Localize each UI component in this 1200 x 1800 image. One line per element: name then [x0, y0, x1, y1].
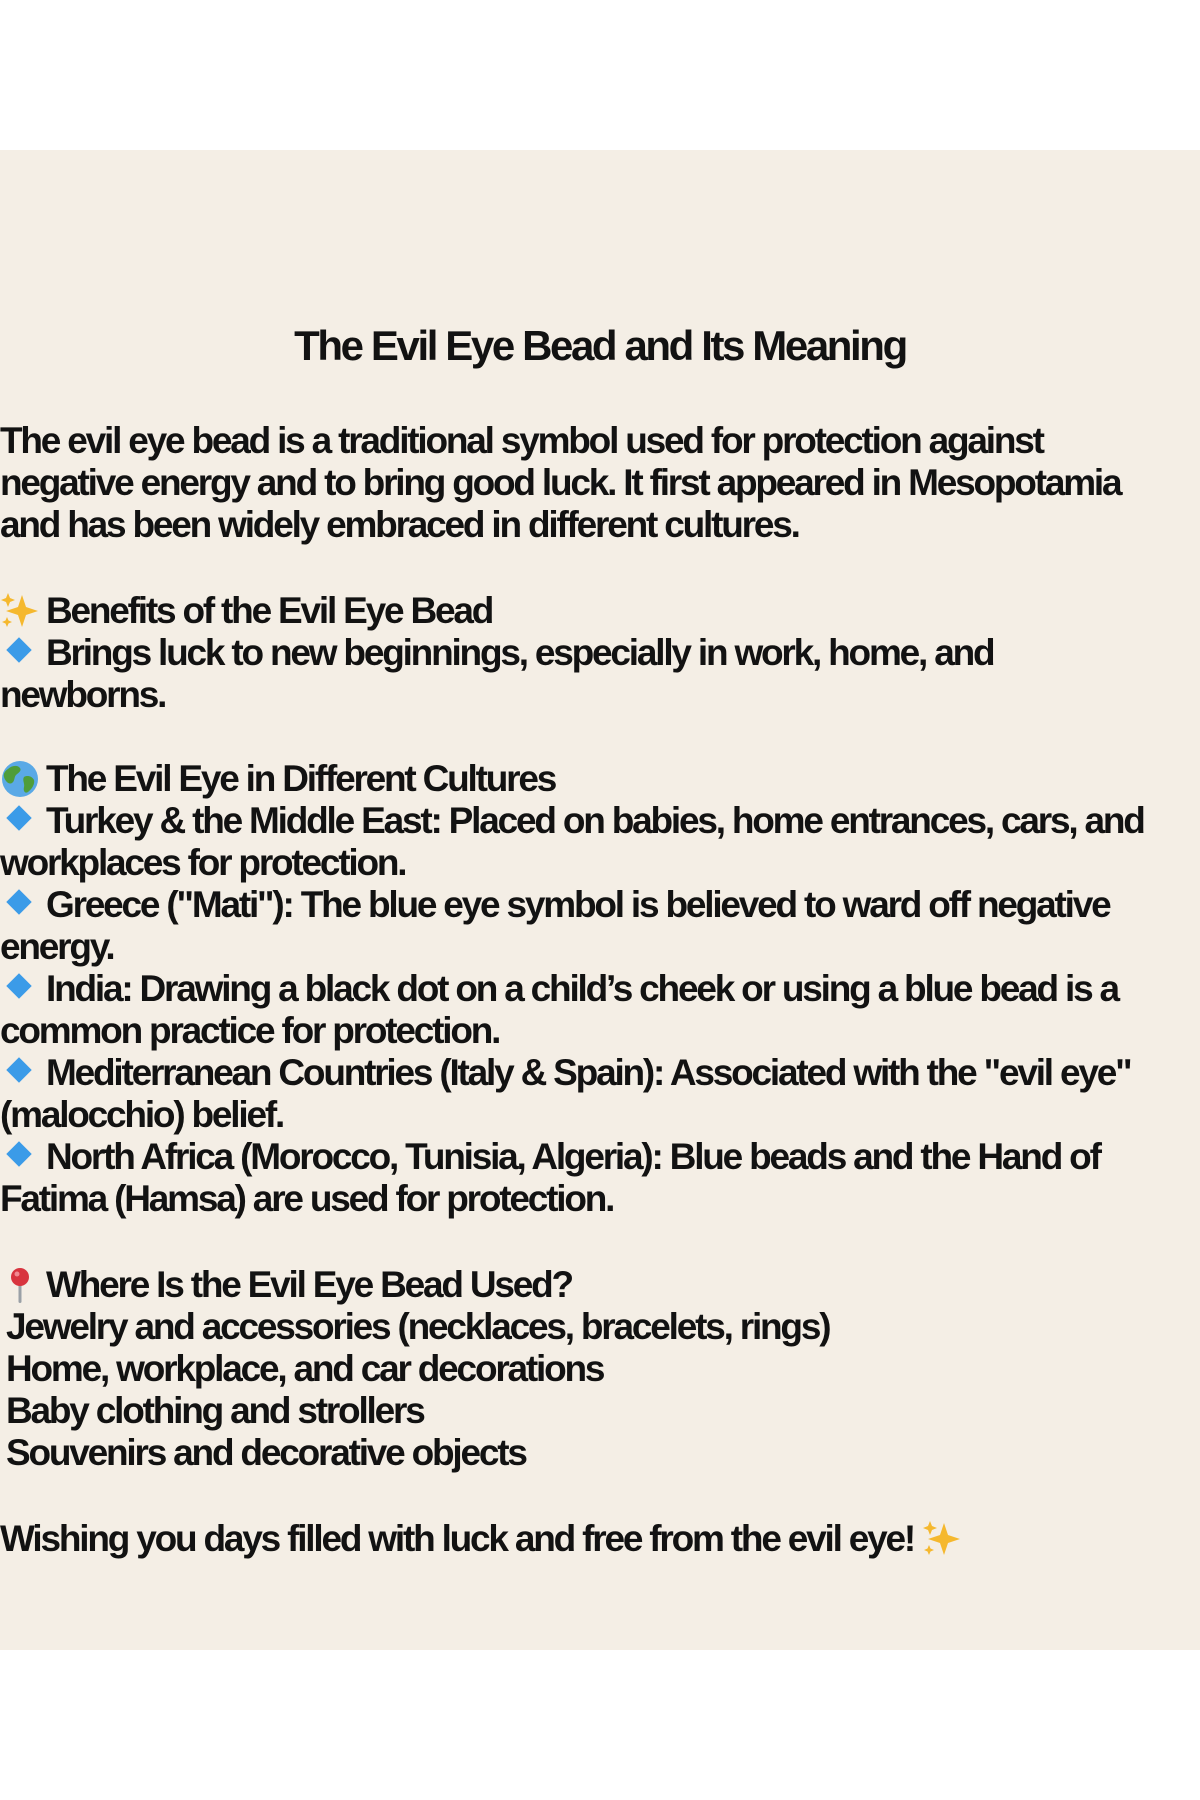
intro-line: and has been widely embraced in different cultures.: [0, 504, 799, 545]
cultures-heading: [0, 758, 1190, 800]
culture-item-line: energy.: [0, 926, 114, 967]
benefits-section: [0, 590, 1190, 716]
benefits-heading-text: Benefits of the Evil Eye Bead: [46, 590, 493, 631]
culture-item-line: Mediterranean Countries (Italy & Spain): Associated with the "evil eye": [46, 1052, 1131, 1093]
blue-diamond-icon: [6, 973, 31, 998]
sparkles-icon: [0, 591, 40, 629]
document-card: [0, 150, 1200, 1650]
closing-text: Wishing you days filled with luck and free from the evil eye!: [0, 1518, 915, 1559]
culture-item-line: North Africa (Morocco, Tunisia, Algeria): Blue beads and the Hand of: [46, 1136, 1100, 1177]
culture-item: [0, 800, 1190, 842]
culture-item-line: Fatima (Hamsa) are used for protection.: [0, 1178, 614, 1219]
uses-item: Jewelry and accessories (necklaces, bracelets, rings): [6, 1306, 830, 1347]
blue-diamond-icon: [6, 1057, 31, 1082]
globe-icon: [0, 759, 40, 797]
culture-item: [0, 1136, 1190, 1178]
uses-section: [0, 1264, 1190, 1474]
culture-item: [0, 1052, 1190, 1094]
page-title: The Evil Eye Bead and Its Meaning: [294, 322, 906, 369]
sparkles-icon: [922, 1519, 962, 1557]
round-pushpin-icon: [0, 1265, 40, 1303]
uses-item: Home, workplace, and car decorations: [6, 1348, 604, 1389]
cultures-heading-text: The Evil Eye in Different Cultures: [46, 758, 556, 799]
intro-line: The evil eye bead is a traditional symbol used for protection against: [0, 420, 1043, 461]
blue-diamond-icon: [6, 805, 31, 830]
benefit-item: [0, 632, 1190, 674]
cultures-section: [0, 758, 1190, 1220]
culture-item-line: Turkey & the Middle East: Placed on babies, home entrances, cars, and: [46, 800, 1144, 841]
uses-heading-text: Where Is the Evil Eye Bead Used?: [46, 1264, 572, 1305]
culture-item-line: India: Drawing a black dot on a child’s cheek or using a blue bead is a: [46, 968, 1118, 1009]
uses-item: Baby clothing and strollers: [6, 1390, 424, 1431]
culture-item: [0, 968, 1190, 1010]
benefit-item-line: Brings luck to new beginnings, especially in work, home, and: [46, 632, 994, 673]
benefit-item-line: newborns.: [0, 674, 166, 715]
blue-diamond-icon: [6, 637, 31, 662]
blue-diamond-icon: [6, 1141, 31, 1166]
culture-item-line: workplaces for protection.: [0, 842, 406, 883]
uses-heading: [0, 1264, 1190, 1306]
culture-item-line: common practice for protection.: [0, 1010, 500, 1051]
blue-diamond-icon: [6, 889, 31, 914]
uses-item: Souvenirs and decorative objects: [6, 1432, 526, 1473]
intro-paragraph: [0, 420, 1190, 546]
culture-item-line: Greece ("Mati"): The blue eye symbol is believed to ward off negative: [46, 884, 1110, 925]
benefits-heading: [0, 590, 1190, 632]
culture-item-line: (malocchio) belief.: [0, 1094, 284, 1135]
culture-item: [0, 884, 1190, 926]
intro-line: negative energy and to bring good luck. It first appeared in Mesopotamia: [0, 462, 1121, 503]
closing-line: [0, 1518, 1190, 1560]
